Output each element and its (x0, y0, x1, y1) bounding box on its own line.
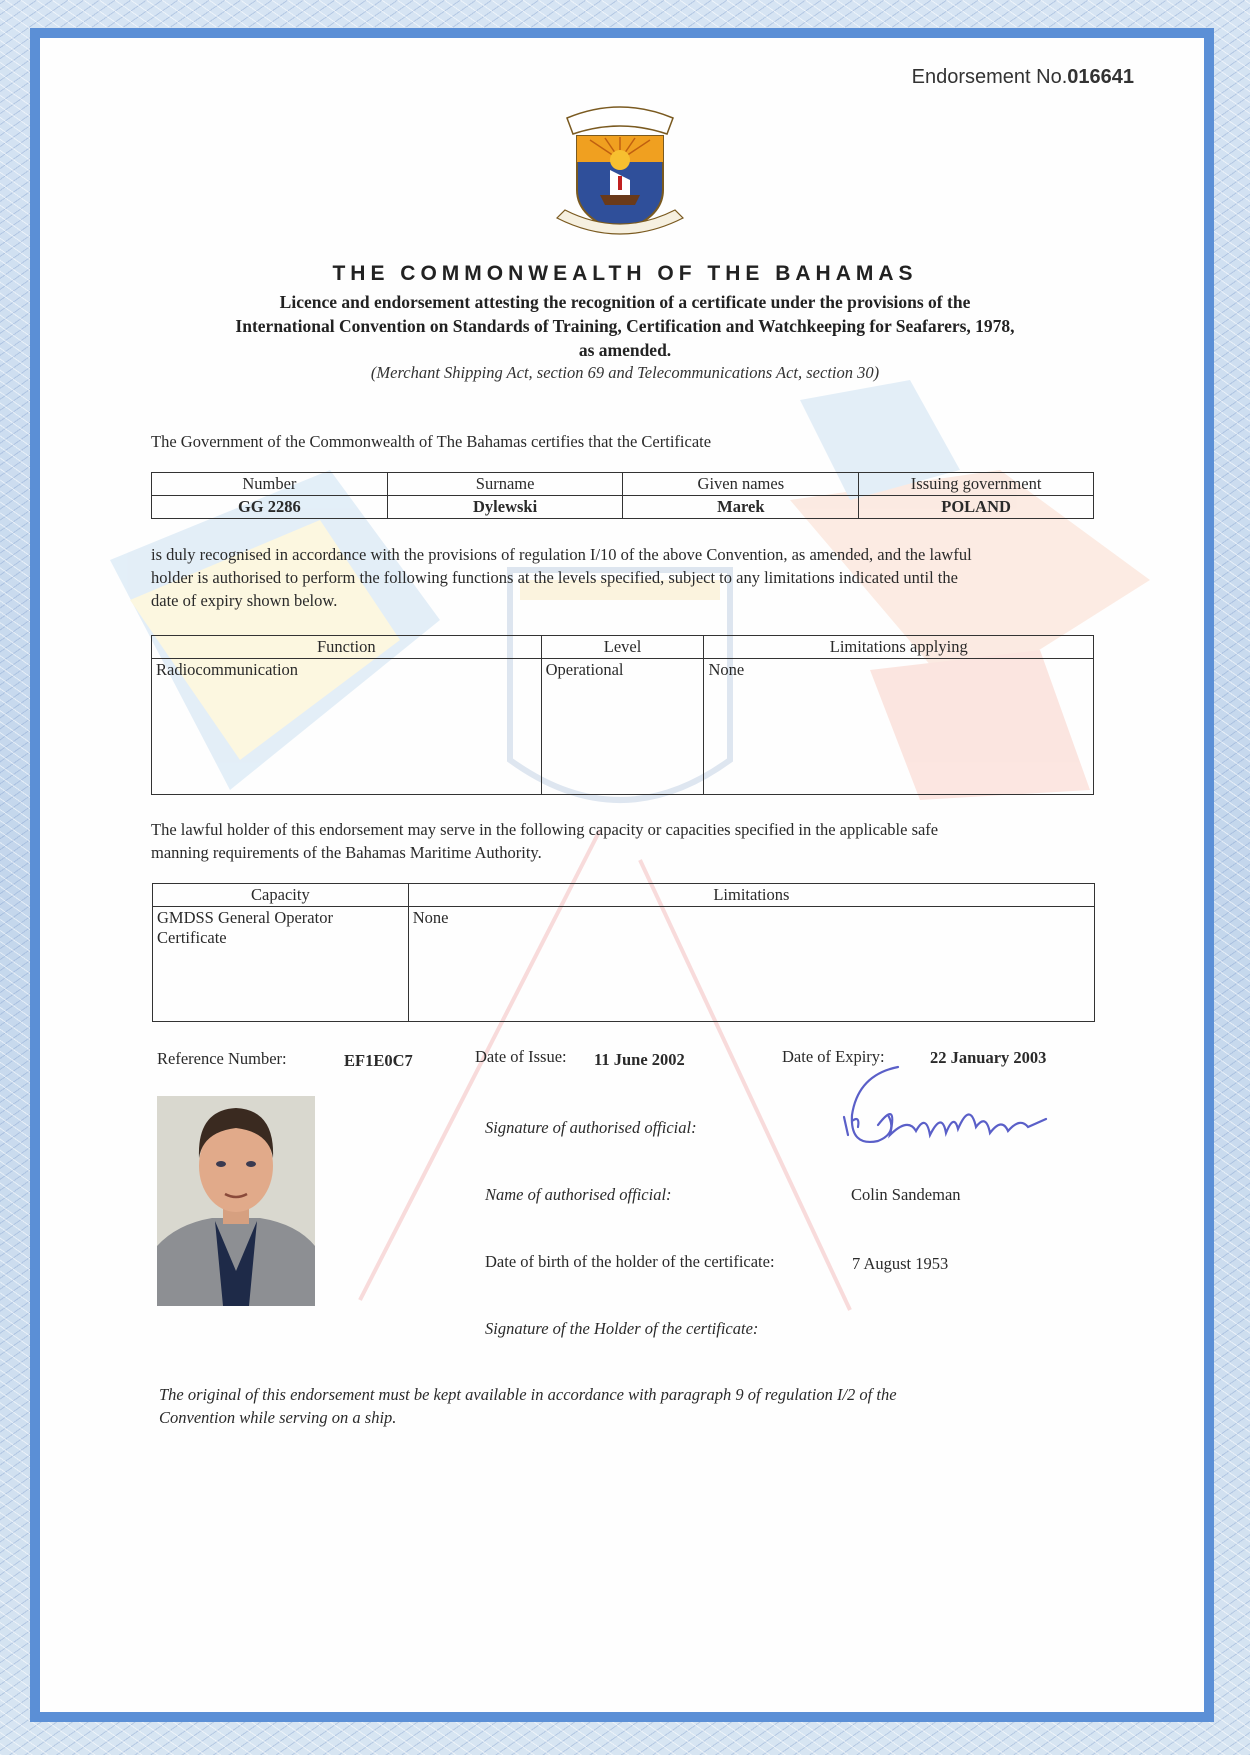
portrait-image (157, 1096, 315, 1306)
function-table (151, 635, 1094, 795)
capacity-line-1: The lawful holder of this endorsement may serve in the following capacity or capacities specified in the applicable safe (151, 820, 939, 839)
capacity-line-2: manning requirements of the Bahamas Maritime Authority. (151, 843, 542, 862)
level-value: Operational (541, 659, 704, 795)
capacity-text (151, 818, 1101, 864)
capacity-value-line-1: GMDSS General Operator (157, 908, 333, 927)
authorised-name-label: Name of authorised official: (485, 1185, 672, 1204)
holder-signature-label: Signature of the Holder of the certificate: (485, 1319, 759, 1338)
header-capacity: Capacity (153, 884, 409, 907)
header-function: Function (152, 636, 542, 659)
reference-number-value: EF1E0C7 (344, 1051, 413, 1070)
header-given-names: Given names (623, 473, 859, 496)
certificate-number: GG 2286 (152, 496, 388, 519)
header-number: Number (152, 473, 388, 496)
endorsement-label: Endorsement No. (911, 66, 1068, 88)
intro-text: The Government of the Commonwealth of The Bahamas certifies that the Certificate (151, 432, 712, 451)
endorsement-value: 016641 (1067, 66, 1134, 88)
date-of-birth-value: 7 August 1953 (852, 1254, 949, 1273)
header-issuing-government: Issuing government (859, 473, 1094, 496)
subtitle-line-3: as amended. (578, 340, 672, 360)
date-of-issue-label: Date of Issue: (475, 1047, 567, 1066)
limitations-value: None (704, 659, 1094, 795)
footer-line-1: The original of this endorsement must be kept available in accordance with paragraph 9 of regulation I/2 of the (159, 1385, 897, 1404)
subtitle-line-1: Licence and endorsement attesting the recognition of a certificate under the provisions of the (279, 292, 971, 312)
footer-note (159, 1383, 1109, 1429)
recognition-line-2: holder is authorised to perform the following functions at the levels specified, subject to any limitations indicated until the (151, 568, 958, 587)
certificate-table (151, 472, 1094, 519)
capacity-value (153, 907, 409, 1022)
holder-photo (157, 1096, 315, 1306)
header-limitations-applying: Limitations applying (704, 636, 1094, 659)
official-signature (838, 1055, 1078, 1150)
maritime-authority-crest (555, 100, 685, 240)
header-limitations: Limitations (408, 884, 1094, 907)
recognition-line-3: date of expiry shown below. (151, 591, 338, 610)
date-of-issue-value: 11 June 2002 (594, 1050, 685, 1069)
holder-surname: Dylewski (387, 496, 623, 519)
authorised-name-value: Colin Sandeman (851, 1185, 961, 1204)
reference-number-label: Reference Number: (157, 1049, 287, 1068)
date-of-birth-label: Date of birth of the holder of the certificate: (485, 1252, 775, 1271)
recognition-text (151, 543, 1101, 612)
date-of-expiry-label: Date of Expiry: (782, 1047, 885, 1066)
function-value: Radiocommunication (152, 659, 542, 795)
header-surname: Surname (387, 473, 623, 496)
endorsement-number (912, 66, 1134, 89)
date-of-expiry-value: 22 January 2003 (930, 1048, 1047, 1067)
holder-given-names: Marek (623, 496, 859, 519)
subtitle-line-2: International Convention on Standards of Training, Certification and Watchkeeping for Seafarers, 1978, (235, 316, 1015, 336)
authorised-signature-label: Signature of authorised official: (485, 1118, 697, 1137)
document-subtitle (150, 290, 1100, 362)
capacity-limitations-value: None (408, 907, 1094, 1022)
footer-line-2: Convention while serving on a ship. (159, 1408, 397, 1427)
issuing-government: POLAND (859, 496, 1094, 519)
legal-reference: (Merchant Shipping Act, section 69 and Telecommunications Act, section 30) (370, 363, 880, 382)
document-title: THE COMMONWEALTH OF THE BAHAMAS (332, 262, 918, 285)
recognition-line-1: is duly recognised in accordance with the provisions of regulation I/10 of the above Convention, as amended, and the lawful (151, 545, 972, 564)
capacity-table (152, 883, 1095, 1022)
header-level: Level (541, 636, 704, 659)
capacity-value-line-2: Certificate (157, 928, 227, 947)
